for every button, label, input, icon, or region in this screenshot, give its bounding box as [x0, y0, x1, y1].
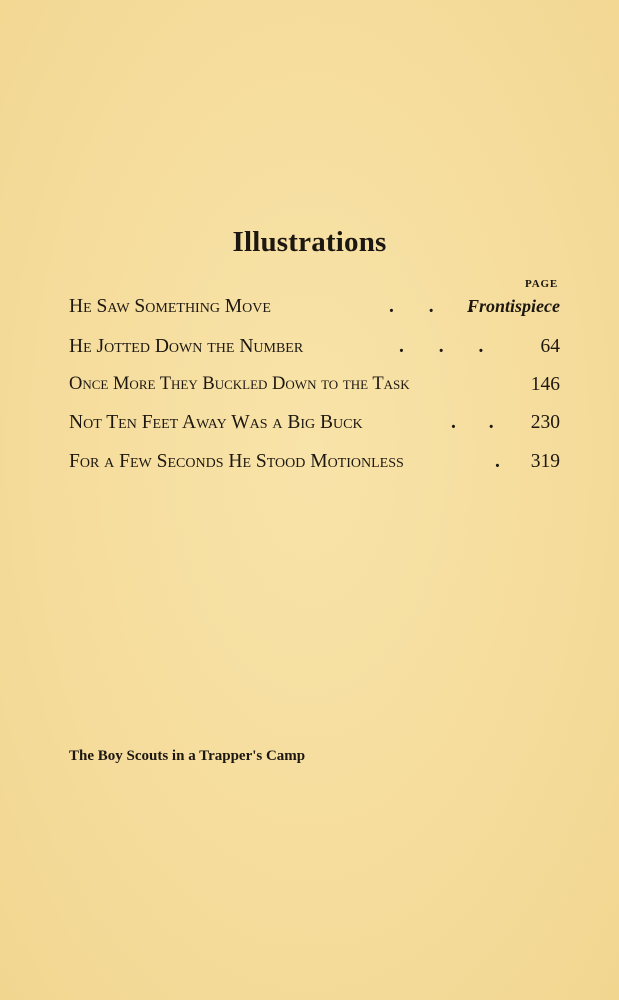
- page-title: Illustrations: [232, 226, 387, 258]
- entry-page: 230: [530, 412, 560, 433]
- running-footer: The Boy Scouts in a Trapper's Camp: [69, 748, 306, 764]
- entry-page: 319: [530, 451, 560, 472]
- illustration-entry: [69, 412, 560, 436]
- illustration-entry: [69, 374, 560, 398]
- entry-title: He Jotted Down the Number: [69, 336, 304, 357]
- entry-page: 146: [530, 374, 560, 395]
- entry-leaders: . . .: [389, 296, 474, 317]
- illustration-entry: [69, 296, 560, 320]
- entry-page: Frontispiece: [467, 296, 560, 316]
- entry-leaders: . . .: [399, 336, 484, 357]
- entry-leaders: . .: [451, 412, 494, 433]
- entry-page: 64: [540, 336, 560, 357]
- page-column-label: PAGE: [525, 278, 558, 290]
- illustration-entry: [69, 336, 560, 360]
- illustration-entry: [69, 451, 560, 475]
- entry-title: Not Ten Feet Away Was a Big Buck: [69, 412, 363, 433]
- entry-title: Once More They Buckled Down to the Task: [69, 374, 410, 394]
- entry-leaders: .: [495, 451, 500, 472]
- entry-title: He Saw Something Move: [69, 296, 271, 317]
- entry-title: For a Few Seconds He Stood Motionless: [69, 451, 404, 472]
